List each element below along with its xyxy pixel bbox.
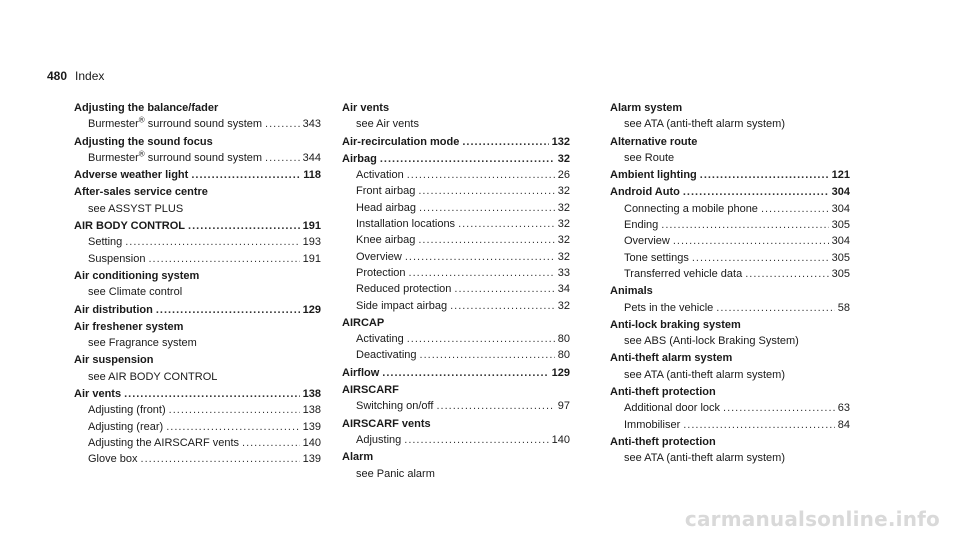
index-entry xyxy=(342,416,570,449)
leader-dots xyxy=(166,419,299,435)
index-subentry-page[interactable]: 32 xyxy=(557,218,570,231)
index-subentry xyxy=(74,335,321,351)
index-heading-label: Anti-theft protection xyxy=(610,435,716,448)
index-subentry-label: Protection xyxy=(356,266,406,279)
index-subentry-label: Overview xyxy=(356,250,402,263)
index-subentry-page[interactable]: 58 xyxy=(837,301,850,314)
leader-dots xyxy=(761,201,829,217)
index-subentry-label: Suspension xyxy=(88,252,146,265)
index-entry xyxy=(74,100,321,133)
index-heading-label: Air vents xyxy=(74,388,122,401)
index-heading xyxy=(342,100,570,116)
leader-dots xyxy=(407,167,555,183)
index-subentry-page[interactable]: 63 xyxy=(837,402,850,415)
index-subentry-label: Setting xyxy=(88,236,123,249)
index-heading xyxy=(610,434,850,450)
index-heading xyxy=(610,384,850,400)
index-subentry xyxy=(74,201,321,217)
index-subentry xyxy=(610,266,850,282)
index-heading xyxy=(610,167,850,183)
index-heading xyxy=(610,100,850,116)
index-heading-label: Ambient lighting xyxy=(610,169,697,182)
index-subentry-label: Tone settings xyxy=(624,251,689,264)
leader-dots xyxy=(683,184,829,200)
index-subentry-page[interactable]: 140 xyxy=(302,436,321,449)
index-heading-page[interactable]: 191 xyxy=(302,220,321,233)
index-heading-label: Adverse weather light xyxy=(74,169,189,182)
index-subentry xyxy=(342,265,570,281)
leader-dots xyxy=(454,281,554,297)
index-heading xyxy=(74,319,321,335)
leader-dots xyxy=(462,134,548,150)
index-subentry-page[interactable]: 138 xyxy=(302,404,321,417)
index-subentry-page[interactable]: 33 xyxy=(557,266,570,279)
leader-dots xyxy=(191,167,300,183)
index-heading-label: Air distribution xyxy=(74,303,153,316)
index-subentry-page[interactable]: 304 xyxy=(831,235,850,248)
index-subentry xyxy=(610,417,850,433)
index-subentry xyxy=(610,333,850,349)
index-heading-label: Alternative route xyxy=(610,135,698,148)
leader-dots xyxy=(169,402,300,418)
index-heading-page[interactable]: 132 xyxy=(551,135,570,148)
index-heading-label: Airbag xyxy=(342,152,377,165)
index-heading xyxy=(74,184,321,200)
index-heading xyxy=(74,352,321,368)
index-heading-page[interactable]: 129 xyxy=(551,366,570,379)
index-entry xyxy=(74,268,321,301)
leader-dots xyxy=(673,233,829,249)
index-heading-label: Air-recirculation mode xyxy=(342,135,460,148)
index-entry xyxy=(342,365,570,381)
index-subentry-label: Switching on/off xyxy=(356,400,434,413)
index-heading-label: Airflow xyxy=(342,366,380,379)
index-heading-label: Animals xyxy=(610,285,653,298)
index-subentry xyxy=(342,200,570,216)
index-heading-label: Adjusting the sound focus xyxy=(74,135,213,148)
index-subentry-label: Pets in the vehicle xyxy=(624,301,714,314)
index-entry xyxy=(610,350,850,383)
index-subentry xyxy=(342,466,570,482)
index-subentry xyxy=(342,281,570,297)
index-column-1 xyxy=(74,100,321,469)
index-subentry-label: see Route xyxy=(624,151,675,164)
index-subentry-label: Adjusting (rear) xyxy=(88,420,164,433)
index-subentry-page[interactable]: 32 xyxy=(557,250,570,263)
index-heading xyxy=(74,100,321,116)
index-subentry xyxy=(74,402,321,418)
index-subentry xyxy=(610,150,850,166)
index-heading-page[interactable]: 32 xyxy=(557,152,570,165)
index-subentry-label: Transferred vehicle data xyxy=(624,267,743,280)
leader-dots xyxy=(405,249,555,265)
index-subentry xyxy=(74,251,321,267)
index-heading xyxy=(342,449,570,465)
index-subentry-label: Adjusting (front) xyxy=(88,404,166,417)
index-subentry xyxy=(74,451,321,467)
index-subentry-label: Immobiliser xyxy=(624,418,681,431)
leader-dots xyxy=(745,266,828,282)
index-entry xyxy=(610,100,850,133)
index-subentry xyxy=(610,450,850,466)
index-entry xyxy=(342,100,570,133)
index-subentry-label: see ATA (anti-theft alarm system) xyxy=(624,368,785,381)
index-heading-label: Android Auto xyxy=(610,186,680,199)
index-subentry-page[interactable]: 84 xyxy=(837,418,850,431)
leader-dots xyxy=(404,432,548,448)
index-subentry xyxy=(342,183,570,199)
leader-dots xyxy=(149,251,300,267)
index-heading xyxy=(74,302,321,318)
index-subentry-label: see ATA (anti-theft alarm system) xyxy=(624,118,785,131)
index-subentry-label: see AIR BODY CONTROL xyxy=(88,370,218,383)
index-entry xyxy=(74,184,321,217)
index-subentry xyxy=(610,217,850,233)
index-subentry-label: Installation locations xyxy=(356,218,456,231)
index-subentry-label: Connecting a mobile phone xyxy=(624,202,758,215)
index-subentry-page[interactable]: 304 xyxy=(831,202,850,215)
index-heading-label: Anti-lock braking system xyxy=(610,318,741,331)
index-subentry-label: Burmester® surround sound system xyxy=(88,149,263,164)
leader-dots xyxy=(661,217,828,233)
index-entry xyxy=(610,167,850,183)
index-subentry-page[interactable]: 344 xyxy=(302,151,321,164)
leader-dots xyxy=(700,167,829,183)
index-subentry xyxy=(74,234,321,250)
index-subentry-label: see Fragrance system xyxy=(88,337,197,350)
index-subentry xyxy=(342,398,570,414)
index-subentry xyxy=(74,116,321,132)
index-subentry xyxy=(74,419,321,435)
leader-dots xyxy=(723,400,835,416)
leader-dots xyxy=(125,234,299,250)
index-subentry-label: Deactivating xyxy=(356,349,417,362)
index-subentry-label: see ABS (Anti-lock Braking System) xyxy=(624,335,799,348)
index-heading xyxy=(74,218,321,234)
index-entry xyxy=(74,352,321,385)
leader-dots xyxy=(242,435,300,451)
index-subentry-label: Reduced protection xyxy=(356,283,452,296)
index-subentry-page[interactable]: 80 xyxy=(557,333,570,346)
index-entry xyxy=(342,449,570,482)
leader-dots xyxy=(692,250,829,266)
index-subentry-page[interactable]: 32 xyxy=(557,201,570,214)
index-heading-label: Adjusting the balance/fader xyxy=(74,102,219,114)
index-heading-label: AIRSCARF xyxy=(342,384,399,397)
index-subentry-page[interactable]: 305 xyxy=(831,267,850,280)
index-entry xyxy=(610,134,850,167)
index-subentry xyxy=(74,369,321,385)
index-heading-label: Air freshener system xyxy=(74,320,184,333)
index-subentry-page[interactable]: 343 xyxy=(302,118,321,131)
index-entry xyxy=(610,283,850,316)
index-subentry-page[interactable]: 140 xyxy=(551,433,570,446)
index-subentry-label: Glove box xyxy=(88,453,138,466)
index-heading-label: Air conditioning system xyxy=(74,269,200,282)
index-subentry-page[interactable]: 139 xyxy=(302,453,321,466)
index-subentry xyxy=(610,250,850,266)
leader-dots xyxy=(450,298,555,314)
index-subentry-label: Adjusting xyxy=(356,433,402,446)
leader-dots xyxy=(436,398,554,414)
index-entry xyxy=(610,384,850,433)
index-heading xyxy=(342,365,570,381)
index-column-2 xyxy=(342,100,570,483)
index-entry xyxy=(74,134,321,167)
index-entry xyxy=(74,302,321,318)
index-heading-page[interactable]: 304 xyxy=(831,186,850,199)
index-entry xyxy=(342,382,570,415)
index-subentry-label: Additional door lock xyxy=(624,402,721,415)
index-heading-label: After-sales service centre xyxy=(74,186,208,199)
index-subentry-page[interactable]: 97 xyxy=(557,400,570,413)
index-entry xyxy=(342,151,570,314)
index-heading-label: Anti-theft protection xyxy=(610,386,716,399)
section-title: Index xyxy=(75,69,105,83)
index-heading-page[interactable]: 118 xyxy=(303,169,321,182)
watermark: carmanualsonline.info xyxy=(684,507,940,531)
index-heading xyxy=(610,317,850,333)
leader-dots xyxy=(265,116,300,132)
index-subentry-label: see Panic alarm xyxy=(356,467,435,480)
index-heading xyxy=(342,151,570,167)
index-entry xyxy=(610,434,850,467)
index-subentry xyxy=(610,201,850,217)
index-subentry-label: Adjusting the AIRSCARF vents xyxy=(88,436,240,449)
index-subentry-page[interactable]: 32 xyxy=(557,299,570,312)
index-subentry-page[interactable]: 191 xyxy=(302,252,321,265)
index-heading xyxy=(342,382,570,398)
index-subentry-page[interactable]: 26 xyxy=(557,169,570,182)
leader-dots xyxy=(409,265,555,281)
index-entry xyxy=(342,315,570,364)
index-subentry-label: see Climate control xyxy=(88,286,183,299)
leader-dots xyxy=(407,331,555,347)
index-entry xyxy=(342,134,570,150)
index-subentry xyxy=(74,435,321,451)
page-number: 480 xyxy=(47,69,68,83)
leader-dots xyxy=(419,200,555,216)
index-heading-page[interactable]: 129 xyxy=(302,303,321,316)
index-column-3 xyxy=(610,100,850,468)
index-subentry-page[interactable]: 139 xyxy=(302,420,321,433)
index-subentry-label: Front airbag xyxy=(356,185,416,198)
index-subentry xyxy=(342,432,570,448)
leader-dots xyxy=(156,302,300,318)
index-heading xyxy=(342,315,570,331)
index-subentry xyxy=(610,300,850,316)
index-subentry xyxy=(610,400,850,416)
index-subentry xyxy=(610,367,850,383)
leader-dots xyxy=(716,300,834,316)
index-heading-label: AIR BODY CONTROL xyxy=(74,220,186,233)
index-subentry xyxy=(342,167,570,183)
index-subentry-page[interactable]: 193 xyxy=(302,236,321,249)
index-subentry-label: Overview xyxy=(624,235,670,248)
leader-dots xyxy=(683,417,835,433)
index-subentry-label: Side impact airbag xyxy=(356,299,448,312)
index-heading-page[interactable]: 138 xyxy=(302,388,321,401)
leader-dots xyxy=(418,183,554,199)
index-subentry-label: Head airbag xyxy=(356,201,416,214)
index-heading-label: AIRCAP xyxy=(342,316,385,329)
index-heading-label: AIRSCARF vents xyxy=(342,417,431,430)
index-heading-label: Air suspension xyxy=(74,354,154,367)
leader-dots xyxy=(420,347,555,363)
index-subentry-page[interactable]: 305 xyxy=(831,251,850,264)
index-subentry-label: see Air vents xyxy=(356,118,419,131)
index-subentry-page[interactable]: 32 xyxy=(557,185,570,198)
index-subentry-label: see ASSYST PLUS xyxy=(88,202,184,215)
index-subentry xyxy=(610,116,850,132)
index-heading-label: Anti-theft alarm system xyxy=(610,352,733,365)
index-subentry xyxy=(74,150,321,166)
leader-dots xyxy=(418,232,554,248)
index-entry xyxy=(74,386,321,467)
index-heading xyxy=(610,184,850,200)
index-subentry-page[interactable]: 32 xyxy=(557,234,570,247)
index-heading-page[interactable]: 121 xyxy=(831,169,850,182)
index-heading xyxy=(342,134,570,150)
leader-dots xyxy=(458,216,555,232)
index-heading xyxy=(610,134,850,150)
leader-dots xyxy=(382,365,548,381)
index-subentry xyxy=(342,331,570,347)
index-entry xyxy=(74,319,321,352)
index-subentry-page[interactable]: 305 xyxy=(831,219,850,232)
index-entry xyxy=(74,218,321,267)
leader-dots xyxy=(124,386,300,402)
page-header xyxy=(47,69,104,83)
index-entry xyxy=(610,184,850,282)
leader-dots xyxy=(188,218,300,234)
index-subentry-page[interactable]: 34 xyxy=(557,283,570,296)
index-subentry-label: Knee airbag xyxy=(356,234,416,247)
leader-dots xyxy=(141,451,300,467)
index-subentry-label: see ATA (anti-theft alarm system) xyxy=(624,452,785,465)
index-subentry xyxy=(610,233,850,249)
index-subentry xyxy=(342,216,570,232)
index-heading xyxy=(74,268,321,284)
index-heading-label: Alarm system xyxy=(610,102,683,114)
index-subentry xyxy=(342,116,570,132)
index-subentry-label: Burmester® surround sound system xyxy=(88,115,263,131)
index-subentry xyxy=(342,347,570,363)
index-heading xyxy=(342,416,570,432)
index-heading-label: Air vents xyxy=(342,102,390,114)
index-heading xyxy=(74,167,321,183)
index-subentry-page[interactable]: 80 xyxy=(557,349,570,362)
index-heading xyxy=(74,386,321,402)
index-entry xyxy=(74,167,321,183)
index-heading xyxy=(610,283,850,299)
index-subentry-label: Ending xyxy=(624,219,659,232)
index-heading-label: Alarm xyxy=(342,451,374,464)
index-entry xyxy=(610,317,850,350)
index-subentry xyxy=(74,284,321,300)
index-subentry xyxy=(342,249,570,265)
index-heading xyxy=(74,134,321,150)
leader-dots xyxy=(265,150,300,166)
index-subentry xyxy=(342,298,570,314)
index-subentry-label: Activation xyxy=(356,169,404,182)
index-subentry xyxy=(342,232,570,248)
index-subentry-label: Activating xyxy=(356,333,404,346)
leader-dots xyxy=(380,151,555,167)
index-heading xyxy=(610,350,850,366)
